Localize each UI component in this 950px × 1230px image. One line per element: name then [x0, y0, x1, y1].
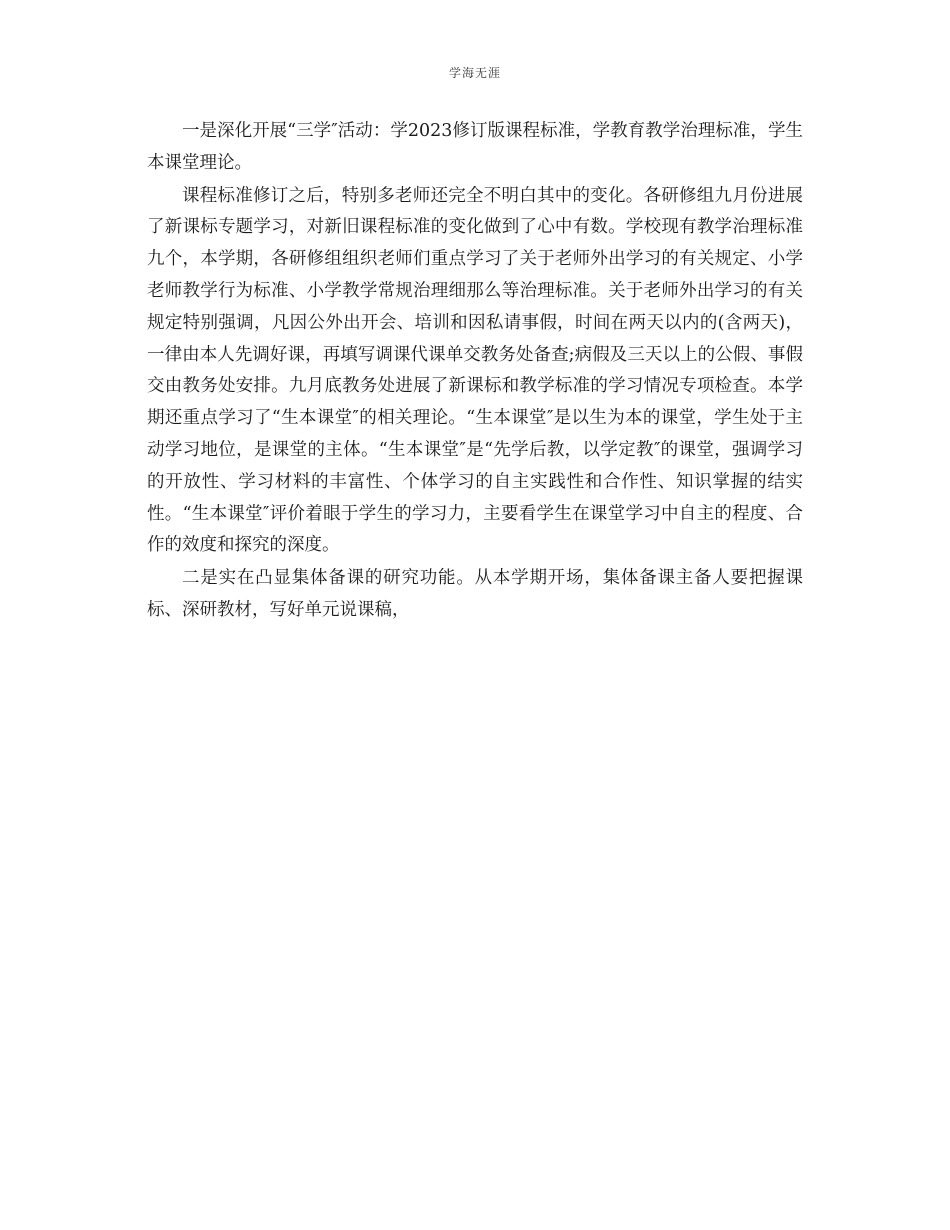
page-header: 学海无涯: [448, 66, 501, 80]
document-body: [147, 116, 803, 628]
paragraph-three-learnings: 一是深化开展“三学″活动：学2023修订版课程标准，学教育教学治理标准，学生本课堂理论。: [147, 121, 803, 173]
paragraph-curriculum-standards: 课程标准修订之后，特别多老师还完全不明白其中的变化。各研修组九月份进展了新课标专题学习，对新旧课程标准的变化做到了心中有数。学校现有教学治理标准九个，本学期，各研修组组织老师们重点学习了关于老师外出学习的有关规定、小学老师教学行为标准、小学教学常规治理细那么等治理标准。关于老师外出学习的有关规定特别强调，凡因公外出开会、培训和因私请事假，时间在两天以内的(含两天)，一律由本人先调好课，再填写调课代课单交教务处备查;病假及三天以上的公假、事假交由教务处安排。九月底教务处进展了新课标和教学标准的学习情况专项检查。本学期还重点学习了“生本课堂″的相关理论。“生本课堂″是以生为本的课堂，学生处于主动学习地位，是课堂的主体。“生本课堂″是“先学后教，以学定教″的课堂，强调学习的开放性、学习材料的丰富性、个体学习的自主实践性和合作性、知识掌握的结实性。“生本课堂″评价着眼于学生的学习力，主要看学生在课堂学习中自主的程度、合作的效度和探究的深度。: [147, 185, 803, 556]
paragraph-collective-lesson-prep: 二是实在凸显集体备课的研究功能。从本学期开场，集体备课主备人要把握课标、深研教材，写好单元说课稿，: [147, 568, 803, 620]
